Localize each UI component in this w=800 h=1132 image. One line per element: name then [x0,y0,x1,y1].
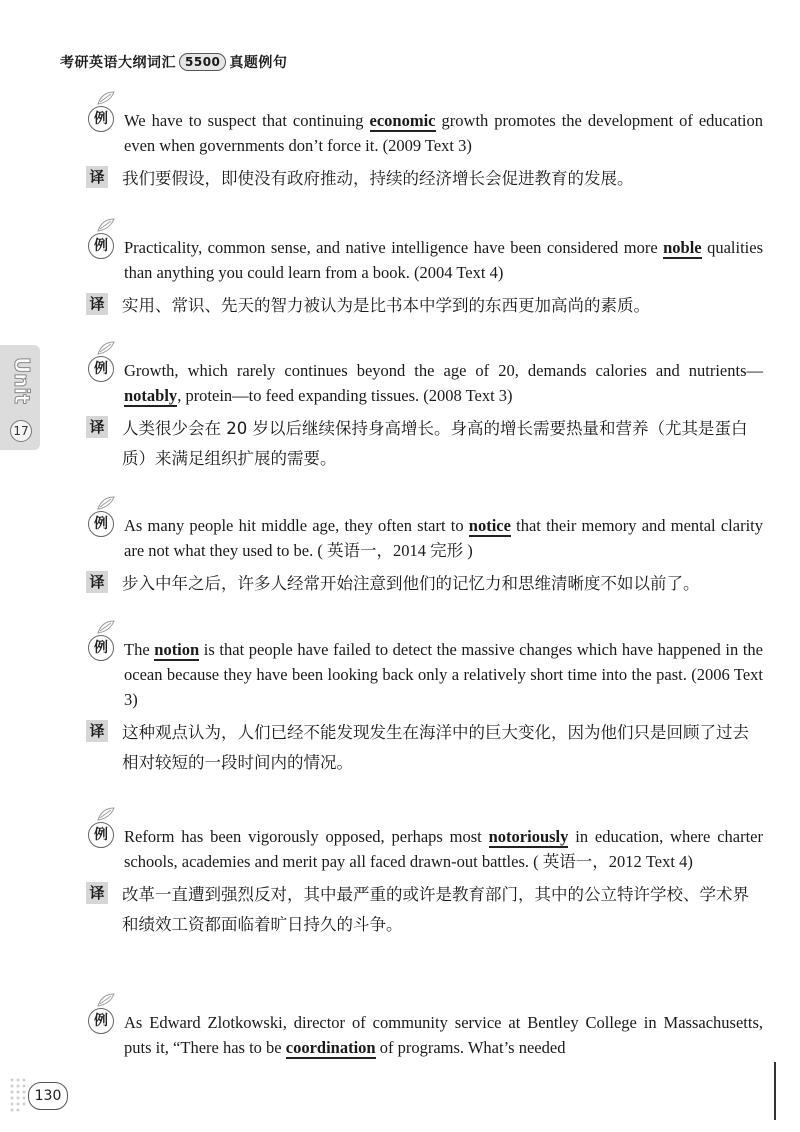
keyword: notion [154,640,200,659]
example-english [124,358,763,408]
example-entry [88,1010,763,1060]
example-entry [88,235,763,321]
example-marker [88,631,118,661]
example-translation: 我们要假设，即使没有政府推动，持续的经济增长会促进教育的发展。 [122,169,634,188]
example-text-after: that their memory and mental clarity are not what they used to be. ( 英语一，2014 完形 ) [124,516,763,560]
translation-marker: 译 [86,416,108,438]
example-text-before: As Edward Zlotkowski, director of community service at Bentley College in Massachusetts, puts it, “There has to be [124,1013,763,1057]
example-translation: 人类很少会在 20 岁以后继续保持身高增长。身高的增长需要热量和营养（尤其是蛋白质）来满足组织扩展的需要。 [122,419,748,468]
example-marker [88,102,118,132]
example-text-before: As many people hit middle age, they often start to [124,516,469,535]
leaf-icon [96,340,116,356]
example-english [124,235,763,285]
example-text-after: is that people have failed to detect the massive changes which have happened in the ocean because they have been looking back only a relatively short time into the past. (2006 Text 3) [124,640,763,709]
example-marker-label: 例 [88,822,114,848]
page-number-badge [8,1070,68,1116]
keyword: notice [468,516,511,535]
example-text-before: Reform has been vigorously opposed, perhaps most [124,827,489,846]
example-entry [88,637,763,778]
example-text-after: of programs. What’s needed [375,1038,566,1057]
leaf-icon [96,806,116,822]
example-english [124,824,763,874]
example-marker-label: 例 [88,356,114,382]
header-title-suffix: 真题例句 [229,55,288,71]
keyword: notoriously [488,827,569,846]
example-text-before: The [124,640,155,659]
page-number: 130 [28,1082,68,1110]
example-marker-label: 例 [88,511,114,537]
example-marker [88,229,118,259]
example-text-before: Growth, which rarely continues beyond the age of 20, demands calories and nutrients— [124,361,763,380]
keyword: notably [124,386,178,405]
example-text-after: qualities than anything you could learn from a book. (2004 Text 4) [124,238,764,282]
leaf-icon [96,217,116,233]
unit-number: 17 [10,420,32,442]
example-entry [88,513,763,599]
translation-marker: 译 [86,720,108,742]
example-translation: 这种观点认为，人们已经不能发现发生在海洋中的巨大变化，因为他们只是回顾了过去相对较短的一段时间内的情况。 [122,723,749,772]
example-marker-label: 例 [88,106,114,132]
example-entry [88,824,763,940]
example-translation: 改革一直遭到强烈反对，其中最严重的或许是教育部门，其中的公立特许学校、学术界和绩效工资都面临着旷日持久的斗争。 [122,885,749,934]
example-english [124,1010,763,1060]
unit-label: Unit [10,356,34,404]
scan-edge-line [774,1062,776,1120]
example-entry [88,108,763,194]
example-marker-label: 例 [88,1008,114,1034]
example-marker [88,507,118,537]
example-translation: 实用、常识、先天的智力被认为是比书本中学到的东西更加高尚的素质。 [122,296,650,315]
example-entry [88,358,763,474]
translation-marker: 译 [86,166,108,188]
translation-marker: 译 [86,882,108,904]
example-english [124,513,763,563]
example-text-before: We have to suspect that continuing [124,111,370,130]
translation-marker: 译 [86,571,108,593]
example-marker-label: 例 [88,635,114,661]
leaf-icon [96,619,116,635]
example-marker [88,818,118,848]
example-text-before: Practicality, common sense, and native intelligence have been considered more [124,238,664,257]
keyword: noble [663,238,702,257]
example-translation: 步入中年之后，许多人经常开始注意到他们的记忆力和思维清晰度不如以前了。 [122,574,700,593]
leaf-icon [96,992,116,1008]
header-title-prefix: 考研英语大纲词汇 [60,55,176,71]
example-english [124,637,763,712]
leaf-icon [96,495,116,511]
translation-marker: 译 [86,293,108,315]
running-header [60,52,287,72]
leaf-icon [96,90,116,106]
example-marker [88,352,118,382]
example-text-after: , protein—to feed expanding tissues. (2008 Text 3) [177,386,513,405]
example-text-after: in education, where charter schools, academies and merit pay all faced drawn-out battles. ( 英语一，2012 Text 4) [124,827,763,871]
example-marker [88,1004,118,1034]
example-text-after: growth promotes the development of education even when governments don’t force it. (2009 Text 3) [124,111,764,155]
keyword: economic [369,111,436,130]
example-english [124,108,763,158]
unit-tab [0,345,40,450]
example-marker-label: 例 [88,233,114,259]
header-badge: 5500 [179,53,226,71]
keyword: coordination [285,1038,376,1057]
